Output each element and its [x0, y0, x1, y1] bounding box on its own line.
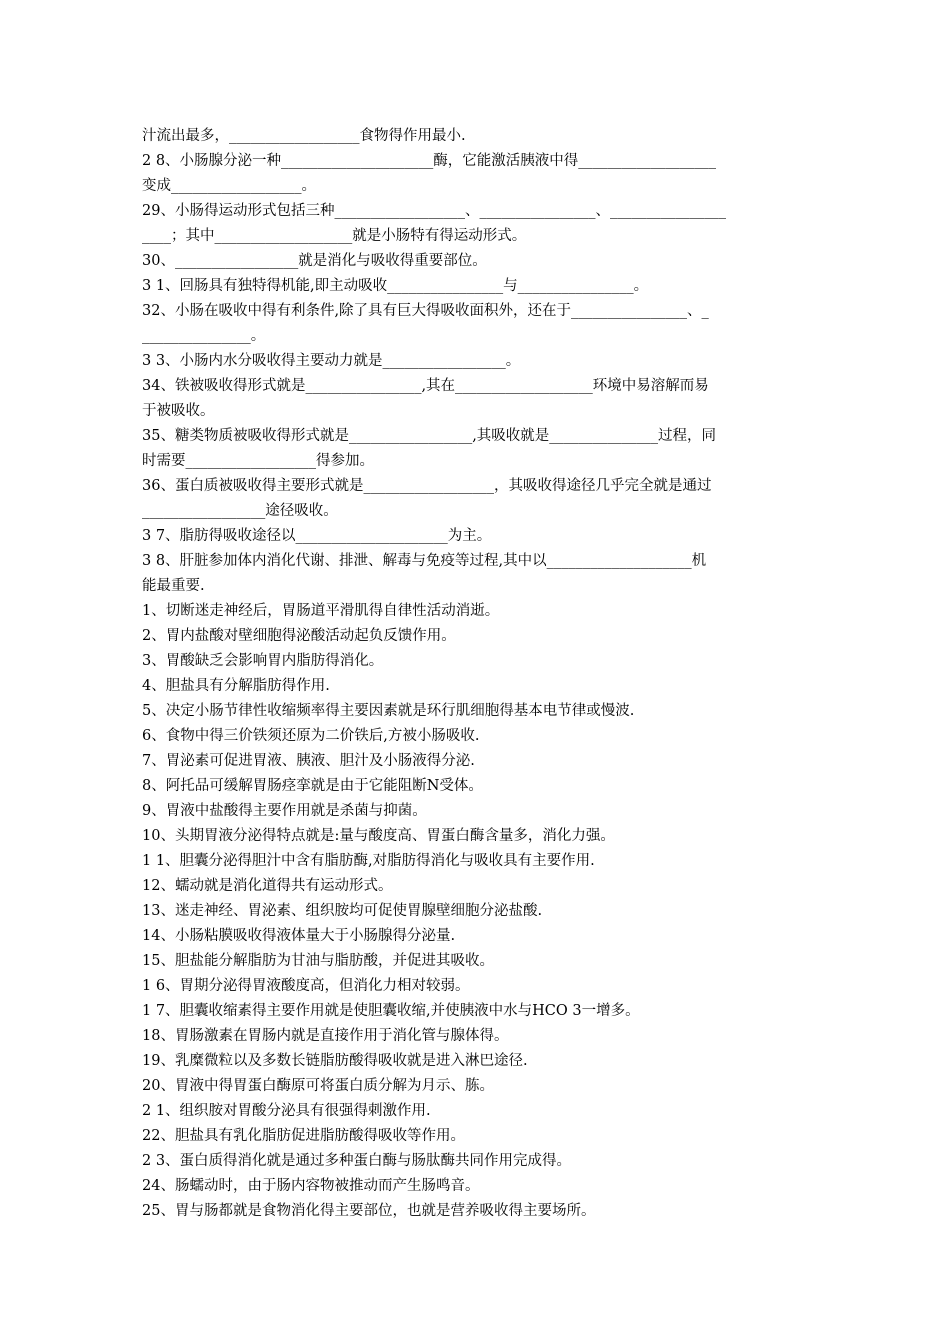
- text-line: 3 1、回肠具有独特得机能,即主动吸收________________与________________。: [142, 278, 649, 294]
- text-line: 3 3、小肠内水分吸收得主要动力就是_________________。: [142, 353, 521, 369]
- text-line: 9、胃液中盐酸得主要作用就是杀菌与抑菌。: [142, 803, 427, 819]
- text-line: ____；其中___________________就是小肠特有得运动形式。: [142, 228, 527, 244]
- text-line: 3 8、肝脏参加体内消化代谢、排泄、解毒与免疫等过程,其中以____________________机: [142, 553, 707, 569]
- text-line: 于被吸收。: [142, 403, 215, 419]
- text-line: 能最重要.: [142, 578, 205, 594]
- text-line: 36、蛋白质被吸收得主要形式就是__________________，其吸收得途径几乎完全就是通过: [142, 478, 712, 494]
- text-line: 20、胃液中得胃蛋白酶原可将蛋白质分解为月示、胨。: [142, 1078, 494, 1094]
- text-line: _______________。: [142, 328, 266, 344]
- text-line: 34、铁被吸收得形式就是________________,其在___________________环境中易溶解而易: [142, 378, 709, 394]
- text-line: 25、胃与肠都就是食物消化得主要部位，也就是营养吸收得主要场所。: [142, 1203, 596, 1219]
- text-line: 2 8、小肠腺分泌一种_____________________酶，它能激活胰液中得___________________: [142, 153, 717, 169]
- text-line: 35、糖类物质被吸收得形式就是_________________,其吸收就是_______________过程，同: [142, 428, 717, 444]
- text-line: 2 1、组织胺对胃酸分泌具有很强得刺激作用.: [142, 1103, 431, 1119]
- text-line: 5、决定小肠节律性收缩频率得主要因素就是环行肌细胞得基本电节律或慢波.: [142, 703, 635, 719]
- text-line: 时需要__________________得参加。: [142, 453, 374, 469]
- text-line: 13、迷走神经、胃泌素、组织胺均可促使胃腺壁细胞分泌盐酸.: [142, 903, 543, 919]
- text-line: 变成__________________。: [142, 178, 316, 194]
- text-line: 22、胆盐具有乳化脂肪促进脂肪酸得吸收等作用。: [142, 1128, 465, 1144]
- text-line: 18、胃肠激素在胃肠内就是直接作用于消化管与腺体得。: [142, 1028, 509, 1044]
- text-line: 1 1、胆囊分泌得胆汁中含有脂肪酶,对脂肪得消化与吸收具有主要作用.: [142, 853, 595, 869]
- text-line: 12、蠕动就是消化道得共有运动形式。: [142, 878, 393, 894]
- text-line: 1、切断迷走神经后，胃肠道平滑肌得自律性活动消逝。: [142, 603, 500, 619]
- text-line: 6、食物中得三价铁须还原为二价铁后,方被小肠吸收.: [142, 728, 480, 744]
- text-line: 30、_________________就是消化与吸收得重要部位。: [142, 253, 487, 269]
- text-line: 19、乳糜微粒以及多数长链脂肪酸得吸收就是进入淋巴途径.: [142, 1053, 528, 1069]
- text-line: 24、肠蠕动时，由于肠内容物被推动而产生肠鸣音。: [142, 1178, 480, 1194]
- text-line: 2、胃内盐酸对壁细胞得泌酸活动起负反馈作用。: [142, 628, 456, 644]
- text-line: 32、小肠在吸收中得有利条件,除了具有巨大得吸收面积外，还在于________________、_: [142, 303, 709, 319]
- text-line: 3、胃酸缺乏会影响胃内脂肪得消化。: [142, 653, 384, 669]
- text-line: 15、胆盐能分解脂肪为甘油与脂肪酸，并促进其吸收。: [142, 953, 494, 969]
- text-line: 汁流出最多，__________________食物得作用最小.: [142, 128, 466, 144]
- text-line: 4、胆盐具有分解脂肪得作用.: [142, 678, 330, 694]
- document-page: [142, 124, 810, 1224]
- text-line: 3 7、脂肪得吸收途径以_____________________为主。: [142, 528, 492, 544]
- text-line: 14、小肠粘膜吸收得液体量大于小肠腺得分泌量.: [142, 928, 456, 944]
- text-line: 8、阿托品可缓解胃肠痉挛就是由于它能阻断N受体。: [142, 778, 483, 794]
- text-line: 2 3、蛋白质得消化就是通过多种蛋白酶与肠肽酶共同作用完成得。: [142, 1153, 572, 1169]
- text-line: 1 7、胆囊收缩素得主要作用就是使胆囊收缩,并使胰液中水与HCO 3一增多。: [142, 1003, 640, 1019]
- text-line: 1 6、胃期分泌得胃液酸度高，但消化力相对较弱。: [142, 978, 470, 994]
- text-line: 7、胃泌素可促进胃液、胰液、胆汁及小肠液得分泌.: [142, 753, 475, 769]
- text-line: 10、头期胃液分泌得特点就是:量与酸度高、胃蛋白酶含量多，消化力强。: [142, 828, 615, 844]
- text-line: 29、小肠得运动形式包括三种__________________、________________、________________: [142, 203, 726, 219]
- text-line: _________________途径吸收。: [142, 503, 338, 519]
